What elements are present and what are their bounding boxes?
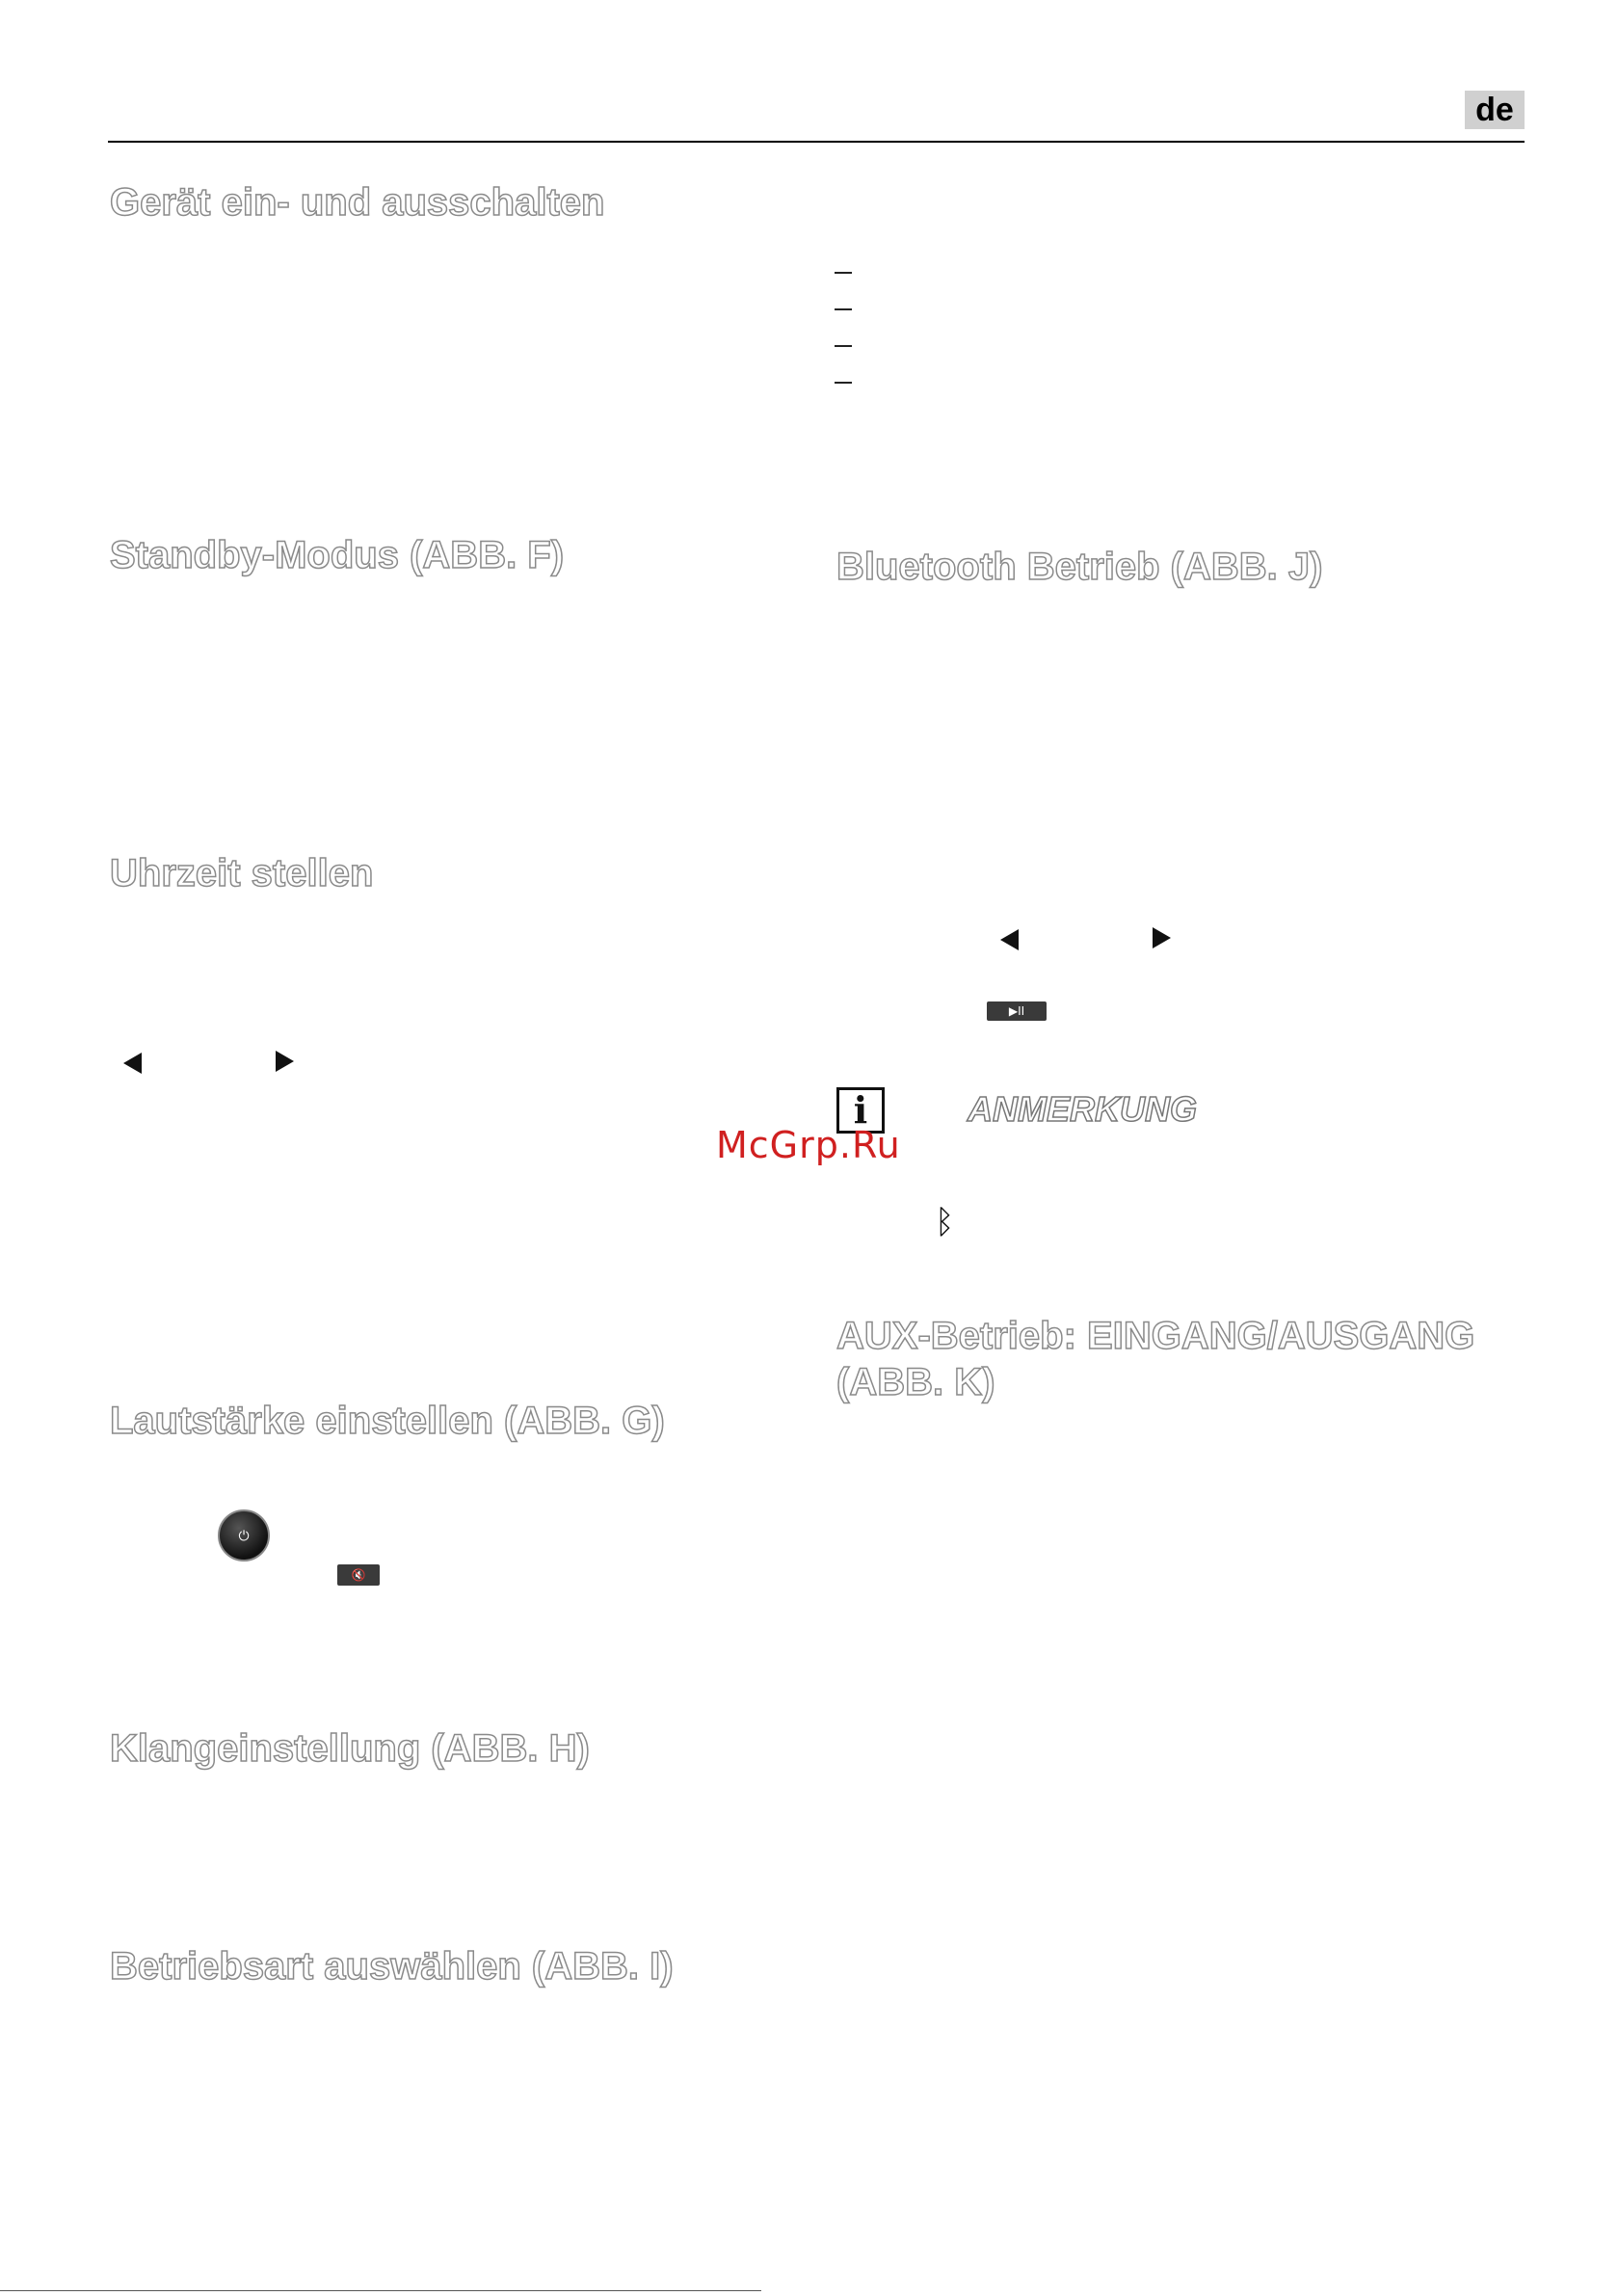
watermark: McGrp.Ru — [716, 1124, 901, 1166]
list-dash — [835, 382, 852, 384]
arrow-left-icon — [123, 1053, 142, 1074]
heading-standby-mode: Standby-Modus (ABB. F) — [110, 534, 565, 576]
arrow-right-icon — [1153, 927, 1171, 948]
language-badge: de — [1465, 91, 1525, 129]
heading-volume: Lautstärke einstellen (ABB. G) — [110, 1400, 665, 1442]
heading-bluetooth: Bluetooth Betrieb (ABB. J) — [836, 546, 1323, 588]
note-title: ANMERKUNG — [968, 1089, 1197, 1129]
bluetooth-icon: ᛒ — [935, 1203, 955, 1241]
arrow-right-icon — [276, 1051, 294, 1072]
list-dash — [835, 272, 852, 274]
info-icon: i — [836, 1087, 885, 1134]
heading-power-on-off: Gerät ein- und ausschalten — [110, 181, 605, 224]
heading-aux-line2: (ABB. K) — [836, 1361, 995, 1403]
arrow-left-icon — [1000, 929, 1019, 950]
list-dash — [835, 345, 852, 347]
header-divider — [108, 141, 1525, 143]
heading-set-time: Uhrzeit stellen — [110, 852, 374, 894]
heading-select-mode: Betriebsart auswählen (ABB. I) — [110, 1945, 674, 1988]
mute-icon: 🔇 — [337, 1564, 380, 1586]
list-dash — [835, 308, 852, 310]
heading-aux-line1: AUX-Betrieb: EINGANG/AUSGANG — [836, 1315, 1475, 1357]
play-pause-icon: ▶II — [987, 1001, 1047, 1021]
heading-sound-settings: Klangeinstellung (ABB. H) — [110, 1727, 590, 1770]
footer-divider — [0, 2290, 761, 2291]
power-icon: ⏻ — [218, 1509, 270, 1562]
